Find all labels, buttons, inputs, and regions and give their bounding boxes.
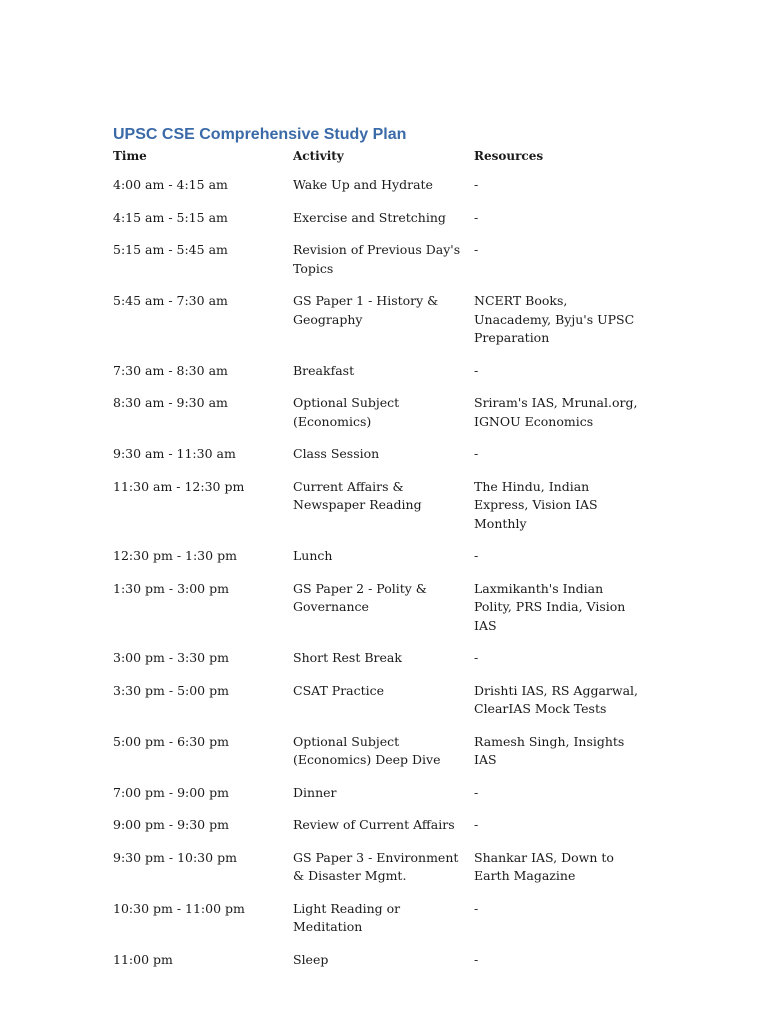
cell-resources: - bbox=[474, 817, 479, 832]
cell-time: 9:30 pm - 10:30 pm bbox=[113, 849, 237, 865]
cell-resources: - bbox=[474, 784, 479, 800]
table-row bbox=[113, 438, 653, 471]
table-row bbox=[113, 675, 653, 726]
table-row bbox=[113, 842, 653, 893]
cell-activity: Current Affairs & Newspaper Reading bbox=[293, 478, 422, 512]
cell-time: 8:30 am - 9:30 am bbox=[113, 395, 228, 410]
cell-time: 3:30 pm - 5:00 pm bbox=[113, 682, 229, 698]
cell-activity: Wake Up and Hydrate bbox=[293, 177, 433, 192]
table-row bbox=[113, 234, 653, 285]
cell-activity: Revision of Previous Day's Topics bbox=[293, 242, 461, 276]
cell-activity: Dinner bbox=[293, 784, 337, 800]
cell-activity: Short Rest Break bbox=[293, 650, 402, 665]
document-page bbox=[113, 124, 673, 976]
table-row bbox=[113, 285, 653, 355]
table-row bbox=[113, 809, 653, 842]
column-header-resources: Resources bbox=[474, 149, 544, 163]
cell-resources: Ramesh Singh, Insights IAS bbox=[474, 733, 625, 767]
cell-time: 9:00 pm - 9:30 pm bbox=[113, 817, 229, 832]
cell-activity: GS Paper 1 - History & Geography bbox=[293, 293, 439, 327]
cell-time: 9:30 am - 11:30 am bbox=[113, 446, 236, 461]
cell-activity: Class Session bbox=[293, 446, 380, 461]
cell-resources: - bbox=[474, 209, 479, 225]
cell-time: 5:00 pm - 6:30 pm bbox=[113, 733, 229, 749]
cell-resources: - bbox=[474, 242, 479, 257]
cell-resources: Sriram's IAS, Mrunal.org, IGNOU Economics bbox=[474, 395, 638, 429]
cell-time: 11:00 pm bbox=[113, 951, 173, 967]
cell-resources: - bbox=[474, 900, 479, 916]
cell-resources: - bbox=[474, 650, 479, 665]
cell-time: 5:15 am - 5:45 am bbox=[113, 242, 228, 257]
cell-resources: - bbox=[474, 362, 479, 378]
cell-time: 11:30 am - 12:30 pm bbox=[113, 478, 245, 494]
cell-time: 12:30 pm - 1:30 pm bbox=[113, 548, 237, 563]
table-row bbox=[113, 642, 653, 675]
cell-activity: Exercise and Stretching bbox=[293, 209, 446, 225]
cell-resources: - bbox=[474, 951, 479, 967]
cell-time: 1:30 pm - 3:00 pm bbox=[113, 580, 229, 596]
cell-resources: Drishti IAS, RS Aggarwal, ClearIAS Mock Tests bbox=[474, 682, 639, 716]
table-row bbox=[113, 540, 653, 573]
table-body bbox=[113, 169, 653, 976]
cell-resources: Shankar IAS, Down to Earth Magazine bbox=[474, 849, 614, 883]
cell-activity: GS Paper 3 - Environment & Disaster Mgmt. bbox=[293, 849, 459, 883]
cell-activity: Optional Subject (Economics) bbox=[293, 395, 400, 429]
column-header-activity: Activity bbox=[293, 149, 344, 163]
table-row bbox=[113, 202, 653, 235]
table-row bbox=[113, 726, 653, 777]
cell-time: 10:30 pm - 11:00 pm bbox=[113, 900, 245, 916]
cell-activity: Optional Subject (Economics) Deep Dive bbox=[293, 733, 441, 767]
cell-resources: The Hindu, Indian Express, Vision IAS Monthly bbox=[474, 478, 598, 531]
table-row bbox=[113, 893, 653, 944]
table-row bbox=[113, 777, 653, 810]
cell-activity: Review of Current Affairs bbox=[293, 817, 455, 832]
cell-time: 3:00 pm - 3:30 pm bbox=[113, 650, 229, 665]
table-row bbox=[113, 573, 653, 643]
table-header-row bbox=[113, 146, 653, 169]
table-row bbox=[113, 387, 653, 438]
cell-resources: - bbox=[474, 548, 479, 563]
cell-time: 5:45 am - 7:30 am bbox=[113, 293, 228, 308]
cell-time: 4:00 am - 4:15 am bbox=[113, 177, 228, 192]
cell-resources: - bbox=[474, 446, 479, 461]
cell-activity: Breakfast bbox=[293, 362, 355, 378]
cell-activity: Sleep bbox=[293, 951, 329, 967]
cell-time: 7:00 pm - 9:00 pm bbox=[113, 784, 229, 800]
cell-activity: Light Reading or Meditation bbox=[293, 900, 401, 934]
table-row bbox=[113, 169, 653, 202]
cell-resources: Laxmikanth's Indian Polity, PRS India, Vision IAS bbox=[474, 580, 626, 633]
column-header-time: Time bbox=[113, 149, 147, 163]
cell-activity: GS Paper 2 - Polity & Governance bbox=[293, 580, 427, 614]
study-plan-table bbox=[113, 146, 653, 976]
page-title: UPSC CSE Comprehensive Study Plan bbox=[113, 126, 407, 143]
cell-activity: CSAT Practice bbox=[293, 682, 385, 698]
table-row bbox=[113, 355, 653, 388]
cell-activity: Lunch bbox=[293, 548, 333, 563]
cell-resources: NCERT Books, Unacademy, Byju's UPSC Preparation bbox=[474, 293, 635, 345]
cell-time: 4:15 am - 5:15 am bbox=[113, 209, 228, 225]
cell-time: 7:30 am - 8:30 am bbox=[113, 362, 228, 378]
table-row bbox=[113, 471, 653, 541]
cell-resources: - bbox=[474, 177, 479, 192]
table-row bbox=[113, 944, 653, 977]
